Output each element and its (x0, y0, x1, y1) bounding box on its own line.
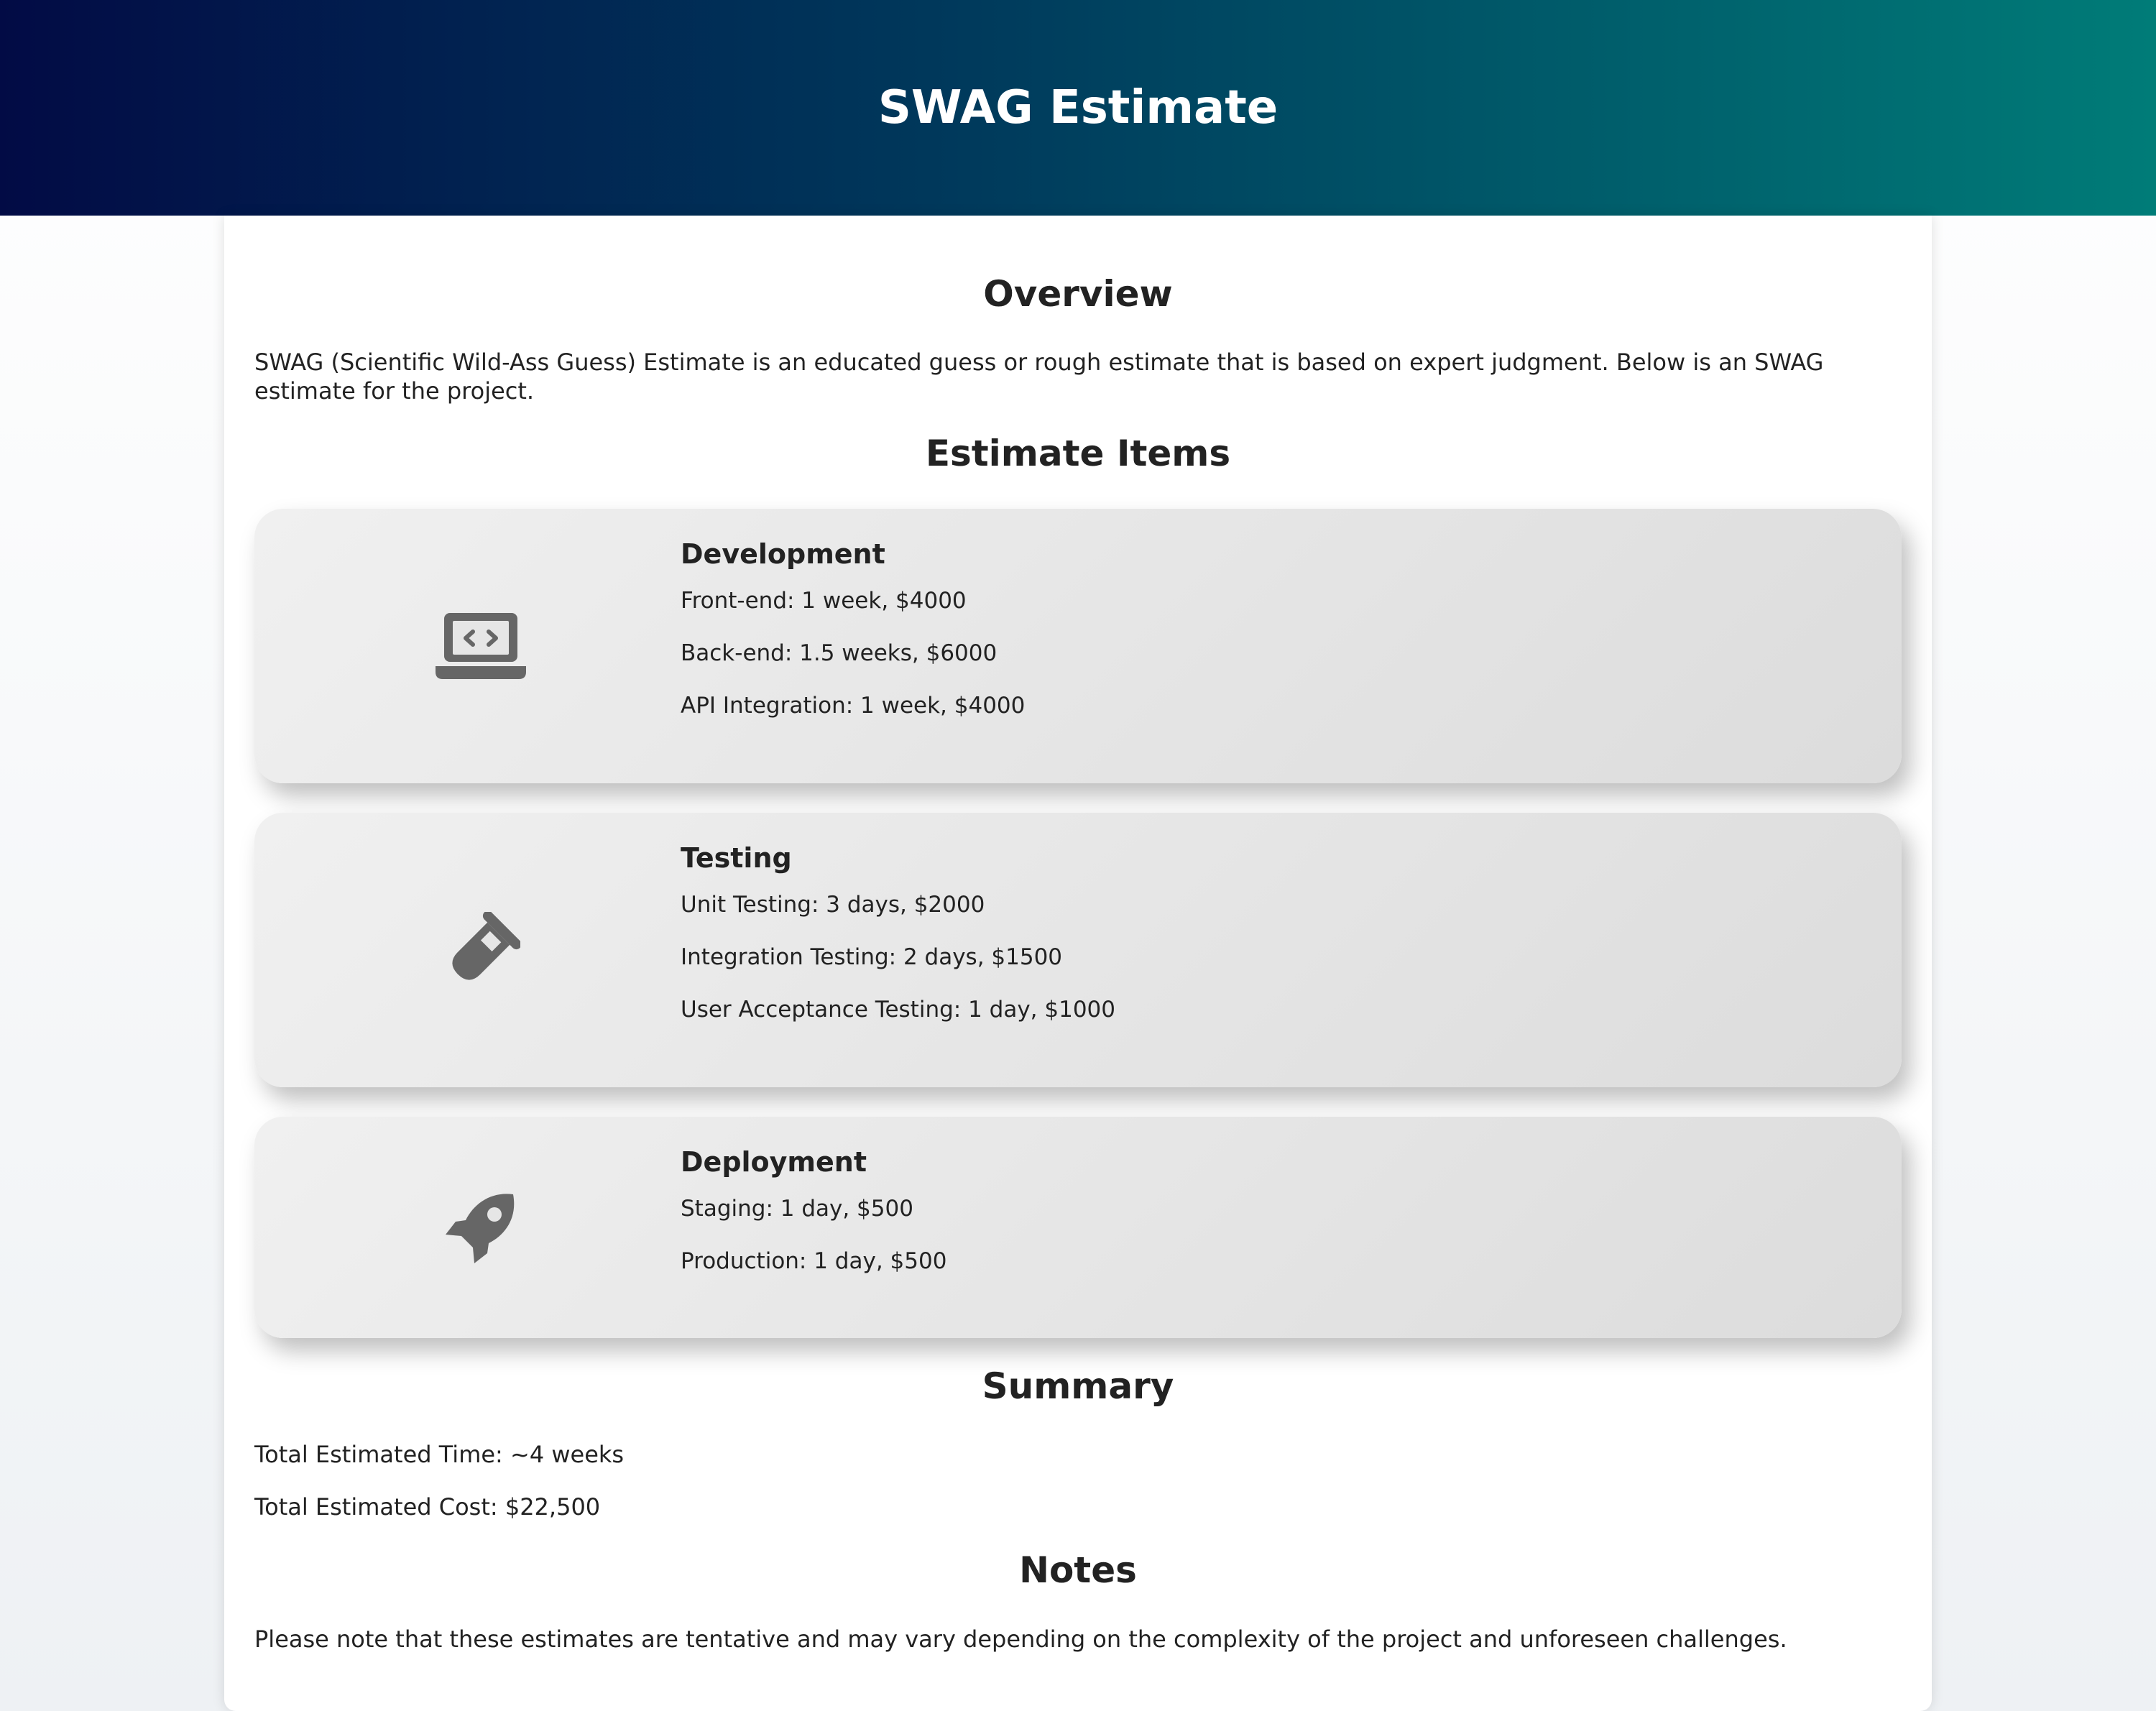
item-line: Production: 1 day, $500 (681, 1248, 947, 1274)
item-line: Unit Testing: 3 days, $2000 (681, 892, 985, 918)
overview-text: SWAG (Scientific Wild-Ass Guess) Estimate is an educated guess or rough estimate that is based on expert judgment. Below is an SWAG estimate for the project. (254, 349, 1824, 405)
item-line: Integration Testing: 2 days, $1500 (681, 944, 1063, 970)
item-line: User Acceptance Testing: 1 day, $1000 (681, 997, 1115, 1023)
item-title: Deployment (681, 1146, 867, 1178)
estimate-item-development (254, 509, 1902, 783)
overview-heading: Overview (983, 273, 1173, 315)
summary-heading: Summary (982, 1365, 1174, 1407)
content-card (224, 216, 1932, 1711)
test-tube-icon (434, 905, 528, 998)
summary-cost: Total Estimated Cost: $22,500 (254, 1493, 601, 1521)
rocket-icon (434, 1181, 528, 1275)
item-line: Front-end: 1 week, $4000 (681, 588, 967, 614)
item-line: API Integration: 1 week, $4000 (681, 693, 1026, 719)
item-title: Development (681, 538, 885, 570)
notes-heading: Notes (1019, 1549, 1137, 1591)
item-line: Back-end: 1.5 weeks, $6000 (681, 640, 998, 666)
estimate-item-testing (254, 813, 1902, 1087)
laptop-code-icon (434, 599, 528, 693)
item-line: Staging: 1 day, $500 (681, 1196, 913, 1222)
item-title: Testing (681, 842, 792, 874)
notes-text: Please note that these estimates are tentative and may vary depending on the complexity of the project and unforeseen challenges. (254, 1625, 1787, 1653)
estimate-item-deployment (254, 1117, 1902, 1338)
estimate-items-heading: Estimate Items (925, 433, 1231, 474)
page-header (0, 0, 2156, 216)
summary-time: Total Estimated Time: ~4 weeks (254, 1441, 625, 1468)
page-title: SWAG Estimate (877, 81, 1279, 134)
